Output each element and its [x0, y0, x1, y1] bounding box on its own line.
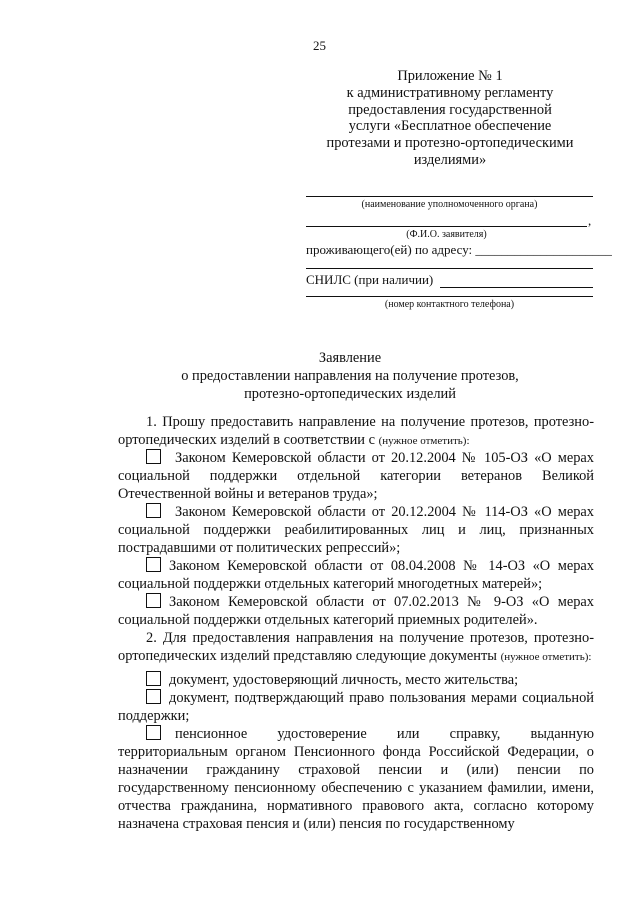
- checkbox[interactable]: [146, 503, 161, 518]
- appendix-line: услуги «Бесплатное обеспечение: [348, 118, 552, 135]
- law-option-114: Законом Кемеровской области от 20.12.2004 № 114-ОЗ «О мерах социальной поддержки реабилитированных лиц и лиц, признанных пострадавшими от политических репрессий»;: [118, 504, 594, 556]
- authority-line[interactable]: [306, 196, 593, 197]
- law-option-14: Законом Кемеровской области от 08.04.2008 № 14-ОЗ «О мерах социальной поддержки отдельных категорий многодетных матерей»;: [118, 558, 594, 592]
- section2-hint: (нужное отметить):: [500, 651, 592, 663]
- applicant-caption: (Ф.И.О. заявителя): [406, 229, 487, 240]
- checkbox[interactable]: [146, 593, 161, 608]
- snils-label: СНИЛС (при наличии): [306, 272, 434, 287]
- applicant-name-line[interactable]: [306, 226, 587, 227]
- law-option-105: Законом Кемеровской области от 20.12.2004 № 105-ОЗ «О мерах социальной поддержки отдельной категории ветеранов Великой Отечественной войны и ветеранов труда»;: [118, 450, 594, 502]
- address-label: проживающего(ей) по адресу: _____________________: [306, 242, 612, 257]
- statement-title: [0, 349, 639, 403]
- appendix-line: изделиями»: [413, 151, 487, 168]
- page-number: 25: [313, 38, 326, 53]
- appendix-line: предоставления государственной: [348, 101, 552, 118]
- checkbox[interactable]: [146, 689, 161, 704]
- document-option-benefits: документ, подтверждающий право пользования мерами социальной поддержки;: [118, 690, 594, 724]
- law-option-9: Законом Кемеровской области от 07.02.2013 № 9-ОЗ «О мерах социальной поддержки отдельных категорий приемных родителей».: [118, 594, 594, 628]
- appendix-line: Приложение № 1: [397, 68, 503, 84]
- document-option-id: документ, удостоверяющий личность, место жительства;: [118, 671, 594, 689]
- title-line: протезно-ортопедических изделий: [244, 386, 456, 402]
- appendix-line: протезами и протезно-ортопедическими: [326, 135, 574, 152]
- section1-hint: (нужное отметить):: [378, 435, 470, 447]
- phone-caption: (номер контактного телефона): [384, 299, 515, 310]
- section2-intro: 2. Для предоставления направления на получение протезов, протезно-ортопедических изделий представляю следующие документы (нужное отметить):: [118, 630, 594, 664]
- document-option-pension: пенсионное удостоверение или справку, выданную территориальным органом Пенсионного фонда Российской Федерации, о назначении гражданину страховой пенсии и (или) пенсии по государственному пенсионному обеспечению с указанием фамилии, имени, отчества гражданина, нормативного правового акта, согласно которому назначена страховая пенсия и (или) пенсия по государственному: [118, 726, 594, 832]
- authority-caption: (наименование уполномоченного органа): [361, 199, 538, 210]
- section1-intro: 1. Прошу предоставить направление на получение протезов, протезно-ортопедических изделий в соответствии с (нужное отметить):: [118, 414, 594, 448]
- checkbox[interactable]: [146, 449, 161, 464]
- checkbox[interactable]: [146, 725, 161, 740]
- phone-line[interactable]: [306, 296, 593, 297]
- checkbox[interactable]: [146, 557, 161, 572]
- title-line: Заявление: [318, 350, 382, 366]
- appendix-block: [300, 68, 600, 169]
- applicant-comma: ,: [588, 213, 592, 228]
- address-line[interactable]: [306, 268, 593, 269]
- snils-line[interactable]: [440, 287, 593, 288]
- appendix-line: к административному регламенту: [346, 84, 554, 101]
- title-line: о предоставлении направления на получение протезов,: [181, 368, 519, 384]
- checkbox[interactable]: [146, 671, 161, 686]
